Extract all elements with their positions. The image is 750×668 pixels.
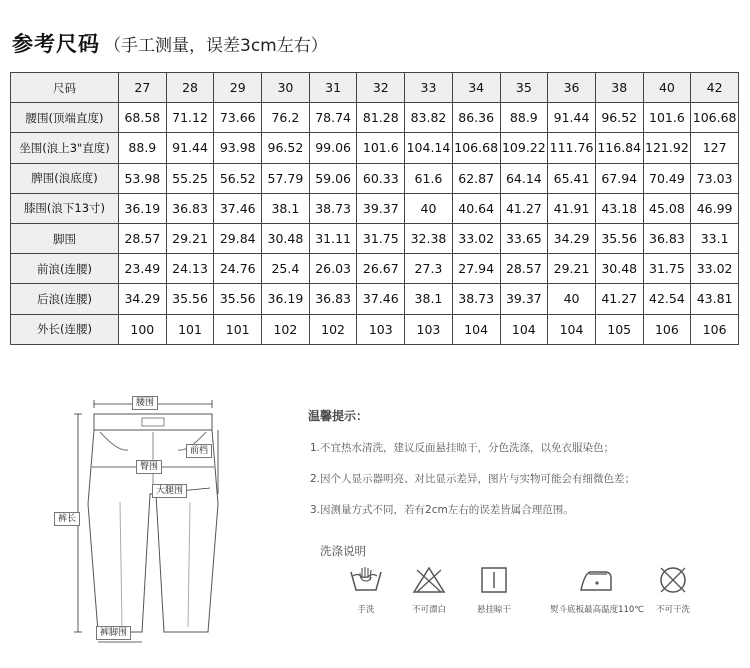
table-cell: 32.38 [405, 223, 453, 253]
table-cell: 102 [309, 314, 357, 344]
table-cell: 60.33 [357, 163, 405, 193]
table-cell: 104 [452, 314, 500, 344]
care-label-hand-wash: 手洗 [357, 605, 375, 615]
table-cell: 73.66 [214, 103, 262, 133]
table-row [11, 254, 739, 284]
table-cell: 36.19 [262, 284, 310, 314]
table-cell: 41.91 [548, 193, 596, 223]
table-cell: 96.52 [595, 103, 643, 133]
size-header-cell: 27 [119, 73, 167, 103]
table-cell: 38.73 [309, 193, 357, 223]
table-row [11, 163, 739, 193]
table-cell: 39.37 [500, 284, 548, 314]
no-dry-clean-icon [655, 566, 691, 594]
size-header-cell: 42 [691, 73, 739, 103]
table-cell: 25.4 [262, 254, 310, 284]
size-header-cell: 34 [452, 73, 500, 103]
table-cell: 88.9 [119, 133, 167, 163]
table-cell: 121.92 [643, 133, 691, 163]
iron-icon [577, 566, 617, 594]
table-cell: 100 [119, 314, 167, 344]
tips-title: 温馨提示： [308, 409, 369, 423]
table-cell: 46.99 [691, 193, 739, 223]
row-label: 膝围(浪下13寸) [11, 193, 119, 223]
care-hang-dry [449, 566, 539, 615]
table-cell: 37.46 [357, 284, 405, 314]
table-cell: 26.03 [309, 254, 357, 284]
table-cell: 57.79 [262, 163, 310, 193]
row-label: 后浪(连腰) [11, 284, 119, 314]
table-cell: 34.29 [548, 223, 596, 253]
table-cell: 106 [691, 314, 739, 344]
pants-diagram [38, 392, 278, 652]
table-row [11, 284, 739, 314]
row-label: 脚围 [11, 223, 119, 253]
table-cell: 101.6 [357, 133, 405, 163]
table-cell: 103 [357, 314, 405, 344]
tips-section [308, 407, 738, 424]
dim-front-rise: 前档 [186, 444, 212, 458]
table-cell: 83.82 [405, 103, 453, 133]
table-cell: 33.1 [691, 223, 739, 253]
table-row [11, 223, 739, 253]
table-cell: 104 [548, 314, 596, 344]
table-cell: 39.37 [357, 193, 405, 223]
table-cell: 62.87 [452, 163, 500, 193]
table-cell: 29.21 [166, 223, 214, 253]
table-cell: 27.94 [452, 254, 500, 284]
table-cell: 36.83 [309, 284, 357, 314]
care-label-no-dry-clean: 不可干洗 [655, 605, 690, 615]
dim-leg-opening: 裤脚围 [96, 626, 131, 640]
table-cell: 106.68 [452, 133, 500, 163]
table-cell: 68.58 [119, 103, 167, 133]
table-cell: 28.57 [500, 254, 548, 284]
table-cell: 29.21 [548, 254, 596, 284]
size-header-cell: 35 [500, 73, 548, 103]
title-main: 参考尺码 [12, 32, 100, 56]
care-no-dry-clean [628, 566, 718, 615]
table-cell: 73.03 [691, 163, 739, 193]
table-cell: 38.1 [405, 284, 453, 314]
title-subtitle: （手工测量，误差3cm左右） [104, 36, 328, 56]
care-label-iron: 熨斗底板最高温度110℃ [550, 605, 644, 615]
care-label-hang-dry: 悬挂晾干 [476, 605, 511, 615]
hand-wash-icon [348, 566, 384, 594]
care-label-no-bleach: 不可漂白 [411, 605, 446, 615]
dim-length: 裤长 [54, 512, 80, 526]
table-cell: 31.75 [357, 223, 405, 253]
table-row [11, 103, 739, 133]
size-header-cell: 28 [166, 73, 214, 103]
dim-waist: 腰围 [132, 396, 158, 410]
table-cell: 53.98 [119, 163, 167, 193]
table-cell: 35.56 [595, 223, 643, 253]
table-cell: 116.84 [595, 133, 643, 163]
size-header-cell: 29 [214, 73, 262, 103]
page-title [12, 28, 328, 58]
size-header-cell: 33 [405, 73, 453, 103]
size-header-cell: 36 [548, 73, 596, 103]
table-cell: 35.56 [214, 284, 262, 314]
row-label: 腰围(顶端直度) [11, 103, 119, 133]
table-cell: 23.49 [119, 254, 167, 284]
table-cell: 42.54 [643, 284, 691, 314]
row-label: 脾围(浪底度) [11, 163, 119, 193]
table-cell: 55.25 [166, 163, 214, 193]
table-cell: 93.98 [214, 133, 262, 163]
table-cell: 36.83 [166, 193, 214, 223]
table-cell: 31.11 [309, 223, 357, 253]
table-cell: 78.74 [309, 103, 357, 133]
table-cell: 103 [405, 314, 453, 344]
table-cell: 34.29 [119, 284, 167, 314]
size-header-cell: 31 [309, 73, 357, 103]
table-cell: 24.13 [166, 254, 214, 284]
table-cell: 71.12 [166, 103, 214, 133]
size-header-cell: 32 [357, 73, 405, 103]
table-cell: 105 [595, 314, 643, 344]
table-cell: 88.9 [500, 103, 548, 133]
table-cell: 101 [214, 314, 262, 344]
table-cell: 127 [691, 133, 739, 163]
table-cell: 36.19 [119, 193, 167, 223]
table-cell: 56.52 [214, 163, 262, 193]
table-cell: 64.14 [500, 163, 548, 193]
table-cell: 96.52 [262, 133, 310, 163]
table-cell: 40.64 [452, 193, 500, 223]
table-cell: 61.6 [405, 163, 453, 193]
table-cell: 81.28 [357, 103, 405, 133]
table-cell: 102 [262, 314, 310, 344]
table-row [11, 133, 739, 163]
table-cell: 26.67 [357, 254, 405, 284]
table-row [11, 193, 739, 223]
table-cell: 101 [166, 314, 214, 344]
table-cell: 29.84 [214, 223, 262, 253]
table-cell: 106 [643, 314, 691, 344]
care-title: 洗涤说明 [320, 544, 366, 558]
table-cell: 31.75 [643, 254, 691, 284]
tip-item-2: 2.因个人显示器明亮、对比显示差异，图片与实物可能会有细微色差； [310, 473, 636, 485]
table-cell: 91.44 [548, 103, 596, 133]
size-header-row [11, 73, 739, 103]
table-cell: 45.08 [643, 193, 691, 223]
size-header-cell: 30 [262, 73, 310, 103]
table-cell: 40 [548, 284, 596, 314]
row-label: 外长(连腰) [11, 314, 119, 344]
table-cell: 24.76 [214, 254, 262, 284]
row-label: 坐围(浪上3"直度) [11, 133, 119, 163]
table-cell: 109.22 [500, 133, 548, 163]
table-cell: 111.76 [548, 133, 596, 163]
table-cell: 30.48 [595, 254, 643, 284]
table-cell: 70.49 [643, 163, 691, 193]
table-cell: 35.56 [166, 284, 214, 314]
hang-dry-icon [476, 566, 512, 594]
table-cell: 38.1 [262, 193, 310, 223]
table-cell: 33.02 [691, 254, 739, 284]
table-cell: 104 [500, 314, 548, 344]
table-cell: 36.83 [643, 223, 691, 253]
size-header-cell: 40 [643, 73, 691, 103]
table-row [11, 314, 739, 344]
table-cell: 30.48 [262, 223, 310, 253]
table-cell: 65.41 [548, 163, 596, 193]
row-label: 前浪(连腰) [11, 254, 119, 284]
table-cell: 104.14 [405, 133, 453, 163]
table-cell: 43.81 [691, 284, 739, 314]
table-cell: 59.06 [309, 163, 357, 193]
tip-item-1: 1.不宜热水清洗，建议反面悬挂晾干，分色洗涤，以免衣服染色； [310, 442, 615, 454]
table-cell: 38.73 [452, 284, 500, 314]
table-cell: 86.36 [452, 103, 500, 133]
table-cell: 40 [405, 193, 453, 223]
size-header-cell: 38 [595, 73, 643, 103]
table-cell: 43.18 [595, 193, 643, 223]
dim-thigh: 大腿围 [152, 484, 187, 498]
tip-item-3: 3.因测量方式不同，若有2cm左右的误差皆属合理范围。 [310, 504, 574, 516]
dim-hip: 臀围 [136, 460, 162, 474]
table-cell: 106.68 [691, 103, 739, 133]
table-cell: 67.94 [595, 163, 643, 193]
table-cell: 76.2 [262, 103, 310, 133]
size-table-body [11, 73, 739, 345]
table-cell: 33.02 [452, 223, 500, 253]
table-cell: 41.27 [595, 284, 643, 314]
no-bleach-icon [411, 566, 447, 594]
table-cell: 28.57 [119, 223, 167, 253]
table-cell: 27.3 [405, 254, 453, 284]
table-cell: 101.6 [643, 103, 691, 133]
size-table [10, 72, 739, 345]
table-cell: 33.65 [500, 223, 548, 253]
table-cell: 91.44 [166, 133, 214, 163]
table-cell: 41.27 [500, 193, 548, 223]
table-cell: 99.06 [309, 133, 357, 163]
table-cell: 37.46 [214, 193, 262, 223]
size-header-label: 尺码 [11, 73, 119, 103]
